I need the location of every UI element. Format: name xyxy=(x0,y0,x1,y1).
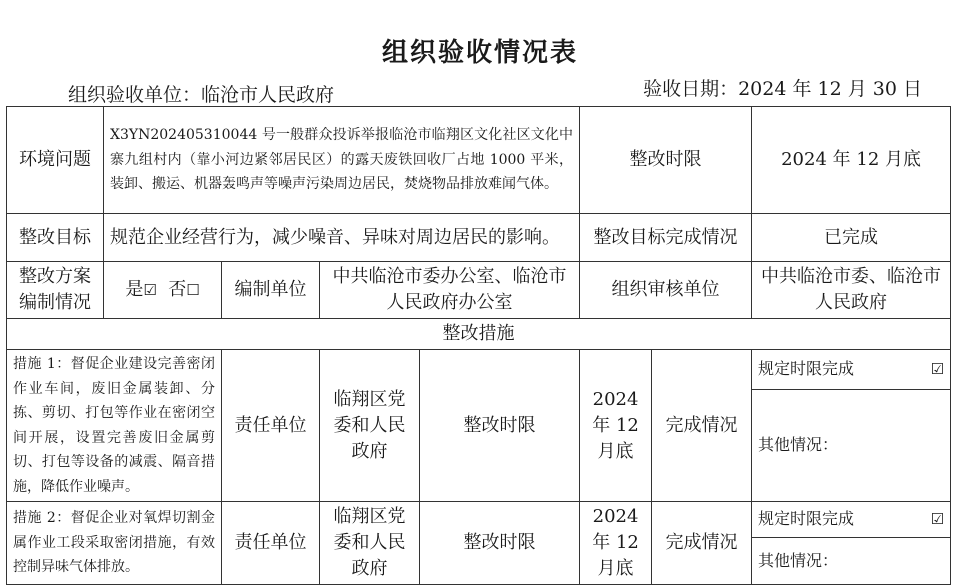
measure-2-done-label: 完成情况 xyxy=(652,502,752,585)
measures-header: 整改措施 xyxy=(7,319,951,350)
empty-box-icon: ☐ xyxy=(186,281,200,299)
author-value: 中共临沧市委办公室、临沧市人民政府办公室 xyxy=(320,262,580,319)
measure-1-status-ontime xyxy=(752,350,951,390)
measure-2-resp: 临翔区党委和人民政府 xyxy=(320,502,420,585)
issue-label: 环境问题 xyxy=(7,107,104,214)
measure-1-status-other: 其他情况： xyxy=(752,389,951,501)
review-label: 组织审核单位 xyxy=(580,262,752,319)
ontime-label: 规定时限完成 xyxy=(758,359,855,379)
goal-status-label: 整改目标完成情况 xyxy=(580,214,752,262)
checked-box-icon: ☑ xyxy=(930,360,945,379)
author-label: 编制单位 xyxy=(222,262,320,319)
measure-2-status-ontime xyxy=(752,502,951,538)
goal-label: 整改目标 xyxy=(7,214,104,262)
measure-2-status-other: 其他情况： xyxy=(752,537,951,584)
checked-box-icon: ☑ xyxy=(930,510,945,529)
measure-1-resp-label: 责任单位 xyxy=(222,350,320,502)
reviewer-value: 中共临沧市委、临沧市人民政府 xyxy=(752,262,951,319)
issue-text: X3YN202405310044 号一般群众投诉举报临沧市临翔区文化社区文化中寨九组村内（靠小河边紧邻居民区）的露天废铁回收厂占地 1000 平米，装卸、搬运、机器轰鸣声等噪声污染周边居民，焚烧物品排放难闻气体。 xyxy=(104,107,580,214)
measure-1-done-label: 完成情况 xyxy=(652,350,752,502)
no-label: 否 xyxy=(168,279,187,300)
measure-1-text: 措施 1：督促企业建设完善密闭作业车间，废旧金属装卸、分拣、剪切、打包等作业在密闭空间开展，设置完善废旧金属剪切、打包等设备的减震、隔音措施，降低作业噪声。 xyxy=(7,350,222,502)
plan-yes-no xyxy=(104,262,222,319)
goal-status-value: 已完成 xyxy=(752,214,951,262)
yes-label: 是 xyxy=(125,279,144,300)
measure-2-text: 措施 2：督促企业对氧焊切割金属作业工段采取密闭措施，有效控制异味气体排放。 xyxy=(7,502,222,585)
inspection-unit: 组织验收单位：临沧市人民政府 xyxy=(68,84,335,106)
ontime-label: 规定时限完成 xyxy=(758,509,855,529)
goal-text: 规范企业经营行为，减少噪音、异味对周边居民的影响。 xyxy=(104,214,580,262)
deadline-label: 整改时限 xyxy=(580,107,752,214)
page-title: 组织验收情况表 xyxy=(381,38,578,68)
checked-box-icon: ☑ xyxy=(143,281,157,299)
measure-1-deadline: 2024 年 12 月底 xyxy=(580,350,652,502)
measure-1-resp: 临翔区党委和人民政府 xyxy=(320,350,420,502)
inspection-table xyxy=(6,106,951,585)
measure-1-deadline-label: 整改时限 xyxy=(420,350,580,502)
plan-label: 整改方案编制情况 xyxy=(7,262,104,319)
measure-2-resp-label: 责任单位 xyxy=(222,502,320,585)
measure-2-deadline: 2024 年 12 月底 xyxy=(580,502,652,585)
deadline-value: 2024 年 12 月底 xyxy=(752,107,951,214)
inspection-date: 验收日期：2024 年 12 月 30 日 xyxy=(643,78,922,100)
measure-2-deadline-label: 整改时限 xyxy=(420,502,580,585)
